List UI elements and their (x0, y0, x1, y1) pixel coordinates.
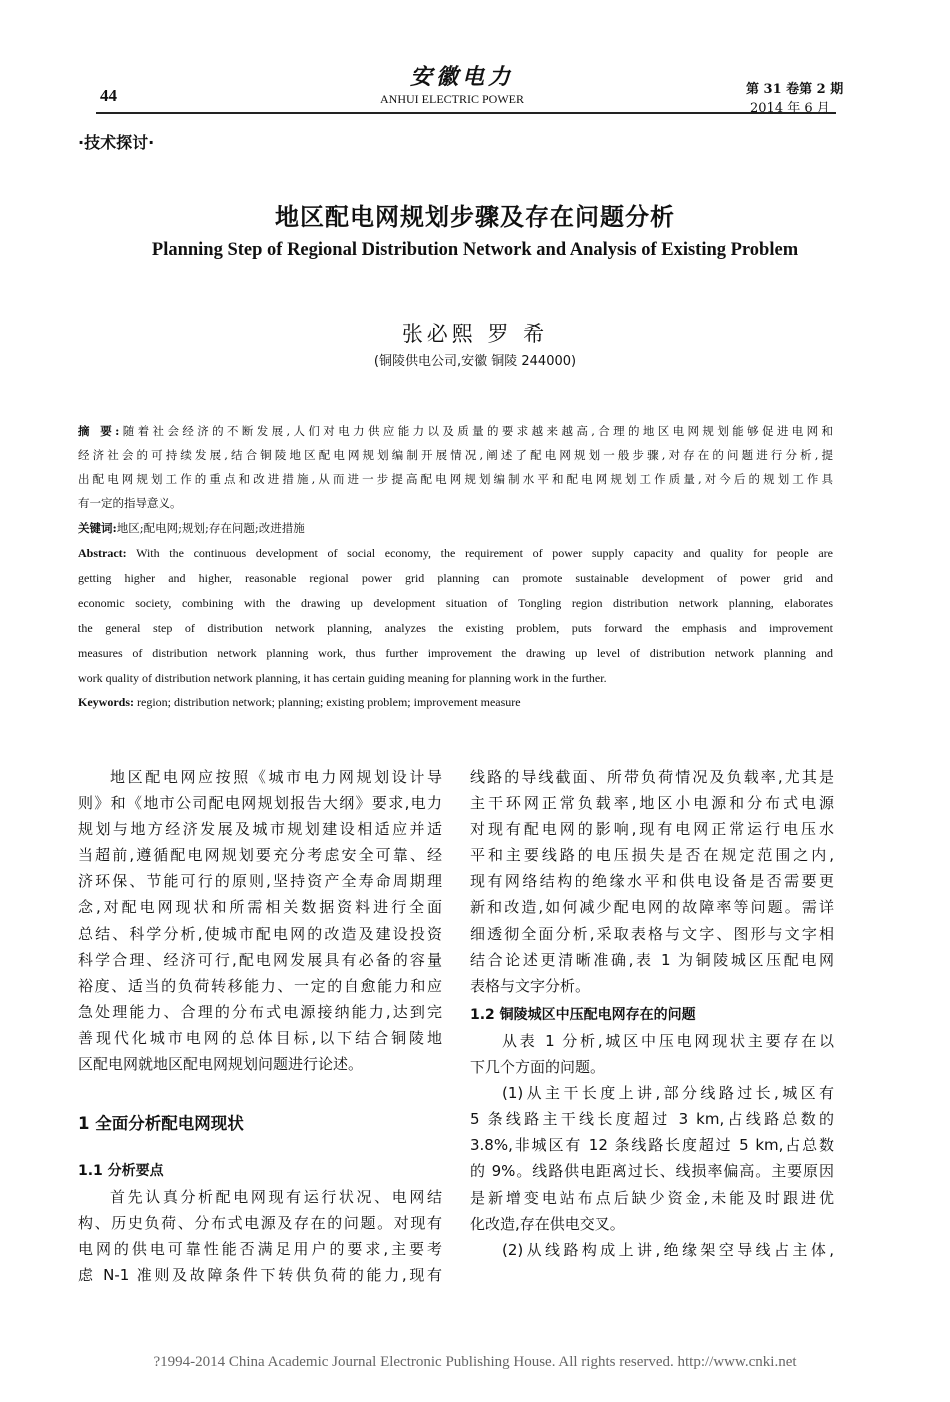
right-column-s12 (470, 1028, 834, 1263)
body-line: 则》和《地市公司配电网规划报告大纲》要求,电力 (78, 794, 442, 813)
body-line: 3.8%,非城区有 12 条线路长度超过 5 km,占总数 (470, 1136, 834, 1155)
journal-logo-zh: 安徽电力 (410, 64, 515, 90)
body-line: 化改造,存在供电交叉。 (470, 1214, 625, 1233)
right-column (470, 764, 834, 999)
body-line: 新和改造,如何减少配电网的故障率等问题。需详 (470, 898, 834, 917)
body-line: 当超前,遵循配电网规划要充分考虑安全可靠、经 (78, 846, 442, 865)
body-line: 区配电网就地区配电网规划问题进行论述。 (78, 1055, 364, 1074)
header-rule (96, 112, 836, 114)
body-line: 裕度、适当的负荷转移能力、一定的自愈能力和应 (78, 976, 442, 995)
section-heading-1-1: 1.1 分析要点 (78, 1163, 164, 1179)
body-line: 善现代化城市电网的总体目标,以下结合铜陵地 (78, 1028, 442, 1047)
journal-name-en: ANHUI ELECTRIC POWER (380, 92, 524, 106)
left-column (78, 764, 442, 1077)
body-line: 表格与文字分析。 (470, 976, 591, 995)
left-column-s11 (78, 1184, 442, 1288)
abstract-en-text: With the continuous development of social economy, the requirement of power supply capacity and quality for people are (136, 546, 833, 560)
body-line: 地区配电网应按照《城市电力网规划设计导 (110, 768, 442, 786)
body-line: 急处理能力、合理的分布式电源接纳能力,达到完 (78, 1002, 442, 1021)
abstract-en-label: Abstract: (78, 546, 127, 560)
body-line: 主干环网正常负载率,地区小电源和分布式电源 (470, 794, 834, 813)
abstract-zh-text: 随着社会经济的不断发展,人们对电力供应能力以及质量的要求越来越高,合理的地区电网规划能够促进电网和 (119, 424, 833, 438)
body-line: 线路的导线截面、所带负荷情况及负载率,尤其是 (470, 768, 834, 786)
abstract-en-line: work quality of distribution network planning, it has certain guiding meaning for planning work in the further. (78, 671, 607, 685)
keywords-en-label: Keywords: (78, 695, 134, 709)
keywords-en-text: region; distribution network; planning; existing problem; improvement measure (137, 695, 521, 709)
abstract-en-line: economic society, combining with the drawing up development situation of Tongling region distribution network planning, elaborates (78, 596, 833, 610)
body-line: 对现有配电网的影响,现有电网正常运行电压水 (470, 820, 834, 839)
authors: 张必熙 罗 希 (401, 322, 549, 346)
keywords-zh-text: 地区;配电网;规划;存在问题;改进措施 (116, 521, 305, 535)
body-line: 从表 1 分析,城区中压电网现状主要存在以 (502, 1032, 834, 1050)
abstract-zh-label: 摘 要: (78, 424, 120, 438)
page-number: 44 (100, 86, 117, 105)
body-line: (1)从主干长度上讲,部分线路过长,城区有 (502, 1084, 834, 1103)
body-line: 5 条线路主干线长度超过 3 km,占线路总数的 (470, 1110, 834, 1129)
section-heading-1: 1 全面分析配电网现状 (78, 1114, 244, 1133)
affiliation: (铜陵供电公司,安徽 铜陵 244000) (373, 354, 577, 369)
title-zh: 地区配电网规划步骤及存在问题分析 (275, 203, 675, 231)
body-line: 电网的供电可靠性能否满足用户的要求,主要考 (78, 1240, 442, 1259)
abstract-en-line (78, 545, 833, 561)
body-line: 念,对配电网现状和所需相关数据资料进行全面 (78, 898, 442, 917)
abstract-zh-line: 有一定的指导意义。 (78, 496, 182, 510)
abstract-en-line: the general step of distribution network planning, analyzes the existing problem, puts forward the emphasis and improvement (78, 621, 833, 635)
body-line: (2)从线路构成上讲,绝缘架空导线占主体, (502, 1240, 834, 1259)
body-line: 细透彻全面分析,采取表格与文字、图形与文字相 (470, 924, 834, 943)
keywords-zh-label: 关键词: (78, 521, 117, 535)
body-line: 是新增变电站布点后缺少资金,未能及时跟进优 (470, 1188, 834, 1207)
body-line: 科学合理、经济可行,配电网发展具有必备的容量 (78, 950, 442, 969)
body-line: 的 9%。线路供电距离过长、线损率偏高。主要原因 (470, 1162, 834, 1181)
body-line: 下几个方面的问题。 (470, 1058, 606, 1077)
body-line: 济环保、节能可行的原则,坚持资产全寿命周期理 (78, 872, 442, 891)
keywords-en (78, 694, 833, 710)
abstract-en-line: getting higher and higher, reasonable regional power grid planning can promote sustainable development of power grid and (78, 571, 833, 585)
abstract-en-line: measures of distribution network planning work, thus further improvement the drawing up level of distribution network planning and (78, 646, 833, 660)
keywords-zh (78, 520, 833, 536)
body-line: 规划与地方经济发展及城市规划建设相适应并适 (78, 820, 442, 839)
title-en: Planning Step of Regional Distribution Network and Analysis of Existing Problem (151, 240, 799, 260)
body-line: 平和主要线路的电压损失是否在规定范围之内, (470, 846, 834, 865)
copyright-footer: ?1994-2014 China Academic Journal Electronic Publishing House. All rights reserved. http://www.cnki.net (153, 1354, 797, 1370)
body-line: 结合论述更清晰准确,表 1 为铜陵城区压配电网 (470, 950, 834, 969)
column-label: ·技术探讨· (78, 133, 155, 152)
abstract-zh-line: 出配电网规划工作的重点和改进措施,从而进一步提高配电网规划编制水平和配电网规划工作质量,对今后的规划工作具 (78, 472, 833, 486)
section-heading-1-2: 1.2 铜陵城区中压配电网存在的问题 (470, 1007, 696, 1023)
issue-date: 2014 年 6 月 (750, 101, 830, 116)
volume-issue: 第 31 卷第 2 期 (746, 82, 844, 97)
body-line: 现有网络结构的绝缘水平和供电设备是否需要更 (470, 872, 834, 891)
abstract-zh-line: 经济社会的可持续发展,结合铜陵地区配电网规划编制开展情况,阐述了配电网规划一般步骤,对存在的问题进行分析,提 (78, 448, 833, 462)
body-line: 虑 N-1 准则及故障条件下转供负荷的能力,现有 (78, 1266, 442, 1285)
body-line: 首先认真分析配电网现有运行状况、电网结 (110, 1188, 442, 1206)
abstract-zh-line (78, 423, 833, 439)
body-line: 构、历史负荷、分布式电源及存在的问题。对现有 (78, 1214, 442, 1233)
body-line: 总结、科学分析,使城市配电网的改造及建设投资 (78, 924, 442, 943)
